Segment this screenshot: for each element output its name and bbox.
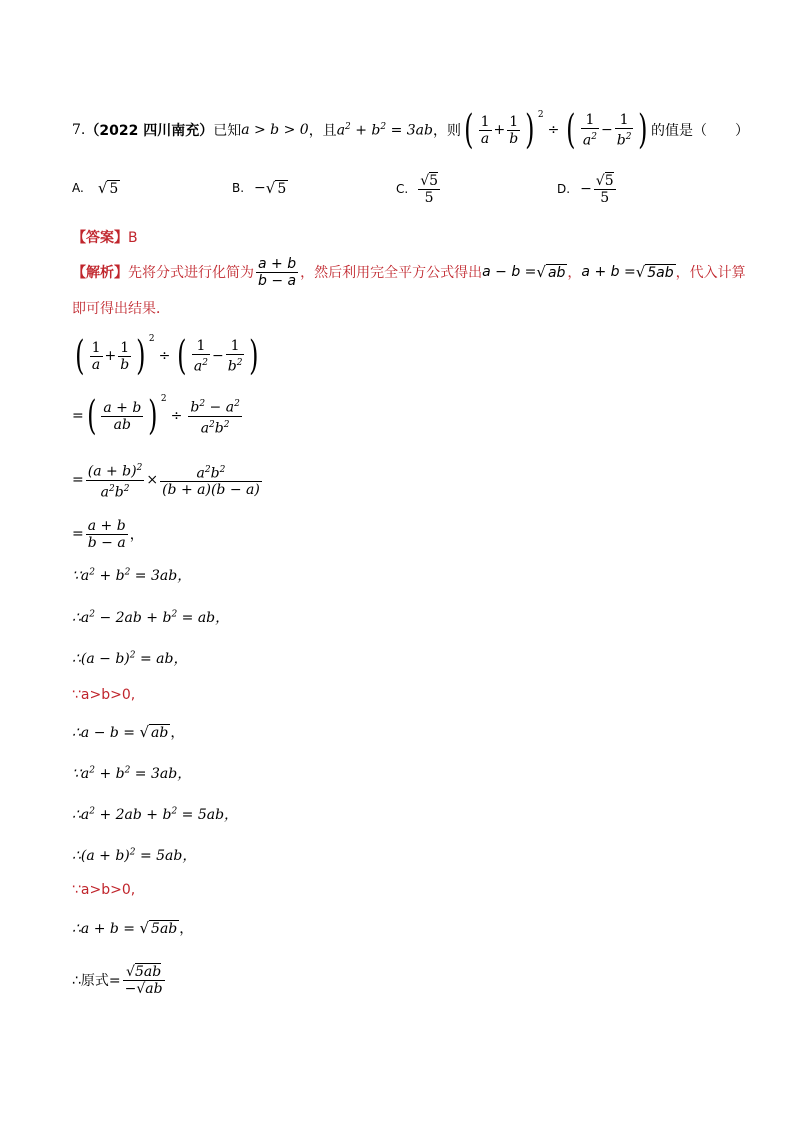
expression: ( $\frac{1}{a}$ + $\frac{1}{b}$ ) $^2$ ÷ ( $\frac{1}{a^2}$ − $\frac{1}{b^2}$ ) — [464, 107, 648, 153]
step-8: ∵a>b>0, — [72, 687, 136, 703]
step-9: ∴a − b = √ ab ， — [72, 723, 185, 741]
step-11: $\therefore a^2 + 2ab + b^2 = 5ab$， — [72, 806, 239, 823]
condition-2: $a^2 + b^2 = 3ab$ — [336, 121, 433, 139]
step-12: ∴(a + b)$^2$ = 5ab， — [72, 847, 197, 864]
analysis-line-2: 即可得出结果． — [72, 301, 170, 317]
answer-value: B — [128, 230, 138, 246]
step-7: ∴(a − b)$^2$ = ab， — [72, 650, 188, 667]
step-4: = $\frac{a + b}{b - a}$ ， — [72, 517, 144, 551]
answer-tag: 【答案】 — [72, 230, 128, 246]
step-14: ∴a + b = √ 5ab ， — [72, 919, 194, 937]
question-7 — [72, 108, 749, 152]
question-text-4: 的值是（ ） — [651, 123, 750, 139]
question-number: 7. — [72, 122, 86, 138]
step-3: = $\frac{(a + b)^2}{a^2b^2}$ × $\frac{a^2b^2}{(b + a)(b - a)}$ — [72, 458, 264, 502]
step-1: ( $\frac{1}{a}$ + $\frac{1}{b}$ ) $^2$ ÷ ( $\frac{1}{a^2}$ − $\frac{1}{b^2}$ ) — [75, 333, 259, 379]
option-c: C. $\frac{√5}{5}$ — [396, 172, 439, 206]
step-10: $\because a^2 + b^2 = 3ab$， — [72, 765, 192, 782]
answer-line — [72, 227, 138, 247]
question-text-1: 已知 — [213, 123, 242, 139]
question-text-3: ，则 — [432, 123, 461, 139]
question-source: （2022 四川南充） — [85, 123, 214, 139]
option-b: B. − √ 5 — [232, 179, 287, 197]
step-5: $\because a^2 + b^2 = 3ab$， — [72, 567, 192, 584]
analysis-line-1: 【解析】 先将分式进行化简为 $\frac{a + b}{b - a}$ ，然后利用完全平方公式得出 a − b = √ ab ， a + b = √ 5ab ，代入计算 — [72, 255, 746, 289]
step-2: = ( $\frac{a + b}{ab}$ ) $^2$ ÷ $\frac{b^2 - a^2}{a^2b^2}$ — [72, 393, 240, 439]
question-text-2: ，且 — [308, 123, 337, 139]
option-d: D. − $\frac{√5}{5}$ — [557, 172, 614, 206]
step-13: ∵a>b>0, — [72, 882, 136, 898]
option-a: A. √ 5 — [72, 179, 119, 197]
step-6: $\therefore a^2 - 2ab + b^2$ = ab， — [72, 609, 230, 626]
step-15: ∴原式= $\frac{√5ab}{-√ab}$ — [72, 963, 163, 997]
condition-1: a > b > 0 — [241, 122, 309, 138]
